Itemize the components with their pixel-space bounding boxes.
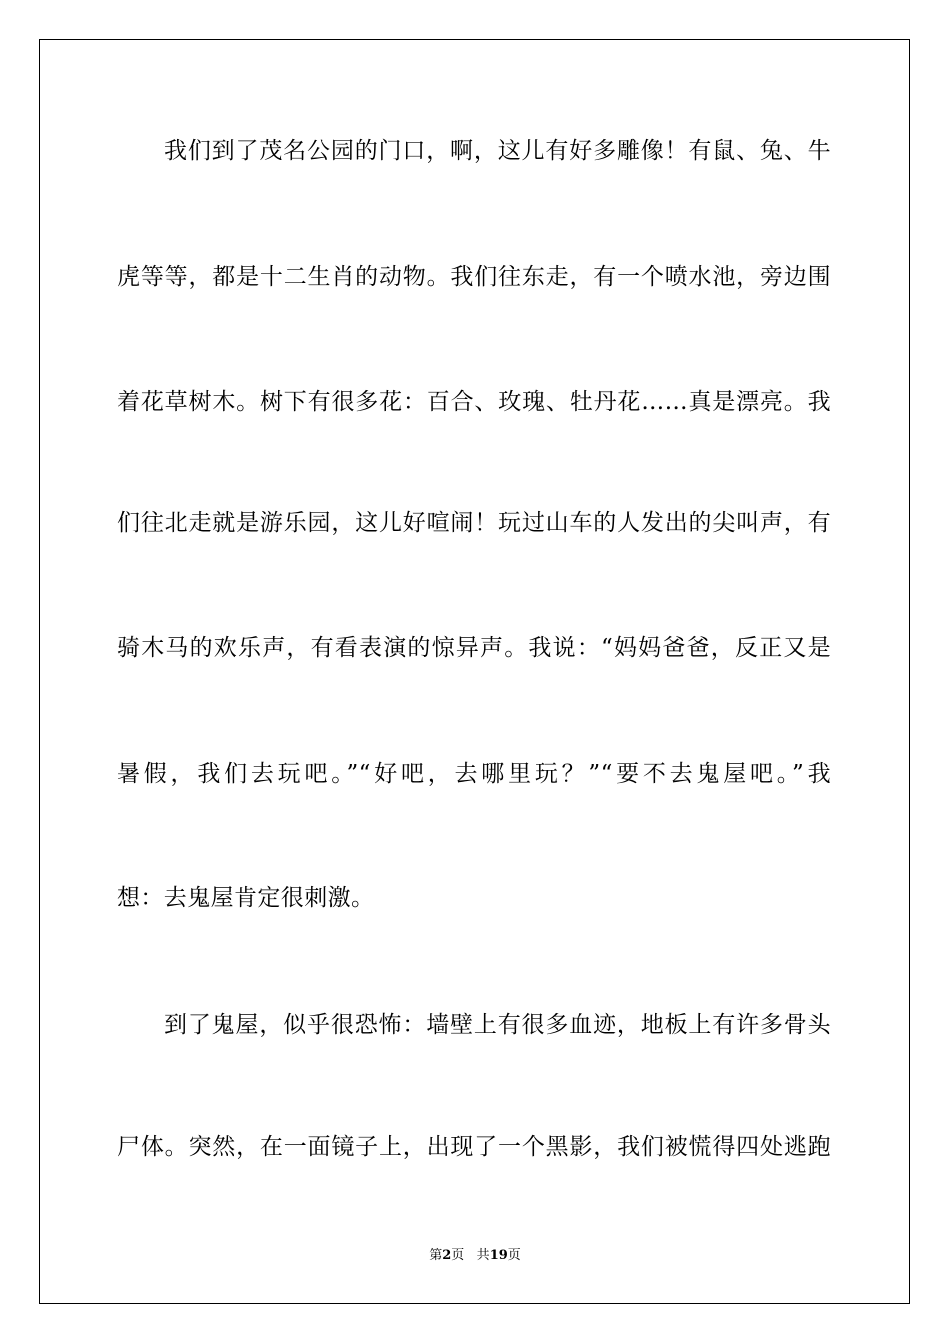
- body-text-line: 我们到了茂名公园的门口，啊，这儿有好多雕像！有鼠、兔、牛: [164, 138, 831, 164]
- body-text-line: 到了鬼屋，似乎很恐怖：墙壁上有很多血迹，地板上有许多骨头: [164, 1012, 831, 1038]
- body-text-line: 们往北走就是游乐园，这儿好喧闹！玩过山车的人发出的尖叫声，有: [117, 510, 831, 536]
- footer-total-suffix: 页: [507, 1248, 521, 1263]
- body-text-line: 虎等等，都是十二生肖的动物。我们往东走，有一个喷水池，旁边围: [117, 264, 831, 290]
- page-frame: [39, 39, 910, 1304]
- body-text-line: 想：去鬼屋肯定很刺激。: [117, 885, 375, 911]
- body-text-line: 尸体。突然，在一面镜子上，出现了一个黑影，我们被慌得四处逃跑: [117, 1134, 831, 1160]
- footer-total-prefix: 共: [476, 1248, 490, 1263]
- footer-page-prefix: 第: [429, 1248, 443, 1263]
- body-text-line: 骑木马的欢乐声，有看表演的惊异声。我说：“妈妈爸爸，反正又是: [117, 635, 831, 661]
- footer-page-suffix: 页: [451, 1248, 465, 1263]
- body-text-line: 暑假，我们去玩吧。”“好吧，去哪里玩？”“要不去鬼屋吧。”我: [117, 761, 831, 787]
- footer-page-number: 2: [442, 1248, 452, 1263]
- page-footer: [0, 1247, 950, 1265]
- body-text-line: 着花草树木。树下有很多花：百合、玫瑰、牡丹花……真是漂亮。我: [117, 389, 831, 415]
- footer-total-pages: 19: [489, 1248, 508, 1263]
